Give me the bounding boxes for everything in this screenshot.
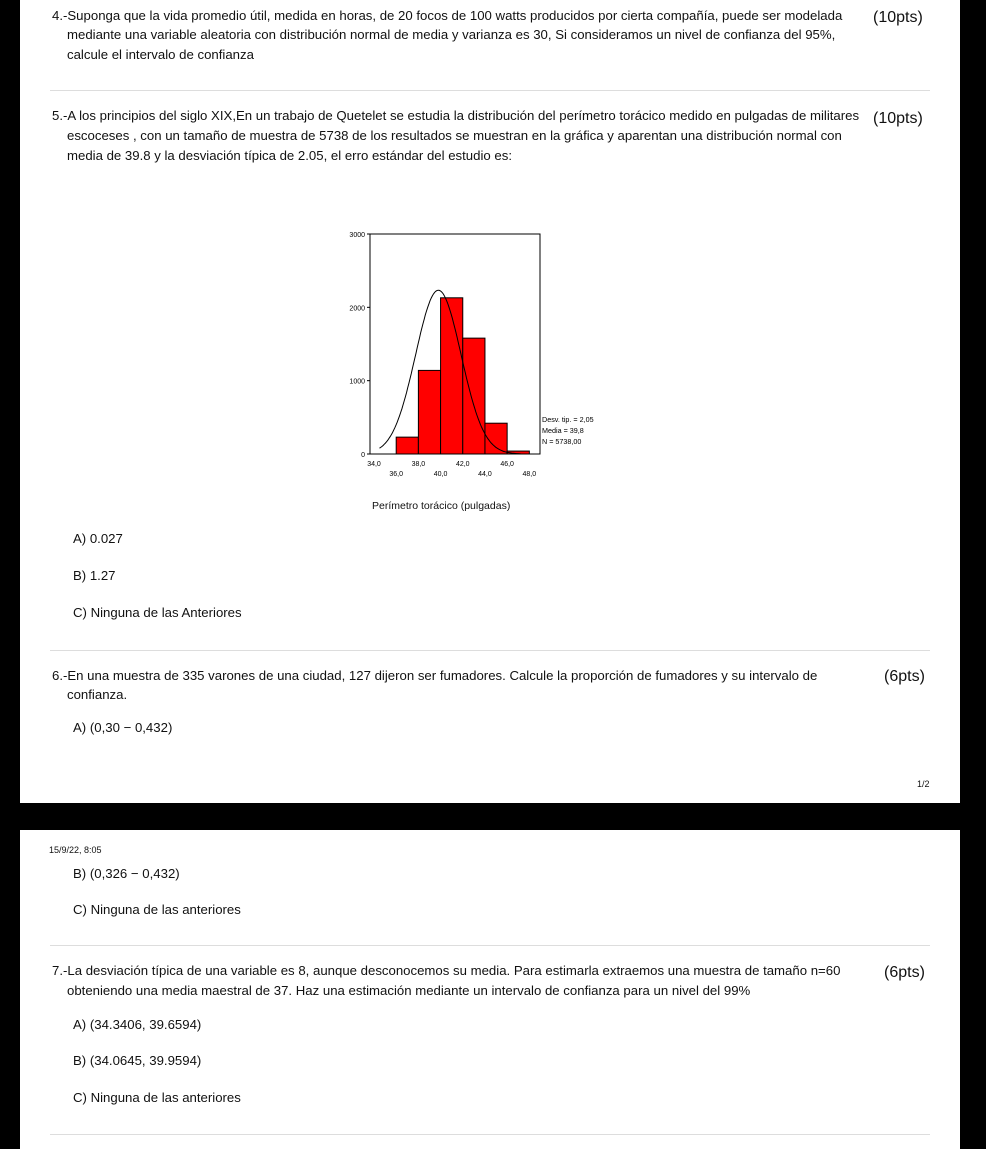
x-tick-label: 40,0 <box>433 471 448 478</box>
option-c: C) Ninguna de las anteriores <box>73 902 241 917</box>
divider <box>50 650 930 651</box>
question-4-points: (10pts) <box>873 9 923 26</box>
document-page-2 <box>20 830 960 1149</box>
option-a: A) (0,30 − 0,432) <box>73 720 173 735</box>
x-tick-label: 44,0 <box>478 471 492 478</box>
option-b: B) 1.27 <box>73 568 116 583</box>
question-5-line-1: 5.-A los principios del siglo XIX,En un trabajo de Quetelet se estudia la distribución del perímetro torácico medido en pulgadas de militares <box>52 108 860 123</box>
question-6-points: (6pts) <box>884 668 925 685</box>
x-tick-label: 48,0 <box>522 471 537 478</box>
x-axis-title: Perímetro torácico (pulgadas) <box>372 500 511 512</box>
question-7-line-1: 7.-La desviación típica de una variable es 8, aunque desconocemos su media. Para estimarla extraemos una muestra de tamaño n=60 <box>52 963 841 978</box>
option-a: A) (34.3406, 39.6594) <box>73 1017 202 1032</box>
question-4-line-1: 4.-Suponga que la vida promedio útil, medida en horas, de 20 focos de 100 watts producidos por cierta compañía, puede ser modelada <box>52 8 843 23</box>
print-timestamp: 15/9/22, 8:05 <box>49 845 102 855</box>
question-4-line-2: mediante una variable aleatoria con distribución normal de media y varianza es 30, Si consideramos un nivel de confianza del 95%, <box>67 27 836 42</box>
x-tick-label: 46,0 <box>500 461 514 468</box>
question-5-line-2: escoceses , con un tamaño de muestra de 5738 de los resultados se muestran en la gráfica y aparentan una distribución normal con <box>67 128 842 143</box>
option-a: A) 0.027 <box>73 531 123 546</box>
x-tick-label: 42,0 <box>455 461 470 468</box>
option-c: C) Ninguna de las Anteriores <box>73 605 242 620</box>
x-tick-label: 34,0 <box>367 461 381 468</box>
question-4-line-3: calcule el intervalo de confianza <box>67 47 254 62</box>
y-tick-label: 3000 <box>349 232 365 239</box>
divider <box>50 90 930 91</box>
question-6-line-2: confianza. <box>67 687 128 702</box>
y-tick-label: 1000 <box>349 378 365 386</box>
x-tick-label: 38,0 <box>411 461 426 468</box>
question-5-line-3: media de 39.8 y la desviación típica de 2.05, el erro estándar del estudio es: <box>67 148 512 163</box>
y-tick-label: 2000 <box>349 305 365 313</box>
histogram-bar <box>396 437 418 454</box>
divider <box>50 1134 930 1135</box>
question-7-line-2: obteniendo una media maestral de 37. Haz una estimación mediante un intervalo de confianza para un nivel del 99% <box>67 983 751 998</box>
stats-label: N = 5738,00 <box>542 437 582 446</box>
option-b: B) (34.0645, 39.9594) <box>73 1053 202 1068</box>
question-6-line-1: 6.-En una muestra de 335 varones de una ciudad, 127 dijeron ser fumadores. Calcule la proporción de fumadores y su intervalo de <box>52 668 818 683</box>
option-b: B) (0,326 − 0,432) <box>73 866 180 881</box>
histogram-bar <box>418 370 440 454</box>
y-tick-label: 0 <box>361 452 365 459</box>
histogram-bar <box>441 298 463 454</box>
option-c: C) Ninguna de las anteriores <box>73 1090 241 1105</box>
question-7-points: (6pts) <box>884 964 925 981</box>
stats-label: Media = 39,8 <box>542 426 584 435</box>
document-page-1 <box>20 0 960 803</box>
divider <box>50 945 930 946</box>
stats-label: Desv. tip. = 2,05 <box>542 415 594 424</box>
page-number: 1/2 <box>917 779 930 789</box>
x-tick-label: 36,0 <box>389 471 404 478</box>
histogram-bar <box>463 338 485 454</box>
histogram-chart <box>330 222 630 494</box>
question-5-points: (10pts) <box>873 110 923 127</box>
